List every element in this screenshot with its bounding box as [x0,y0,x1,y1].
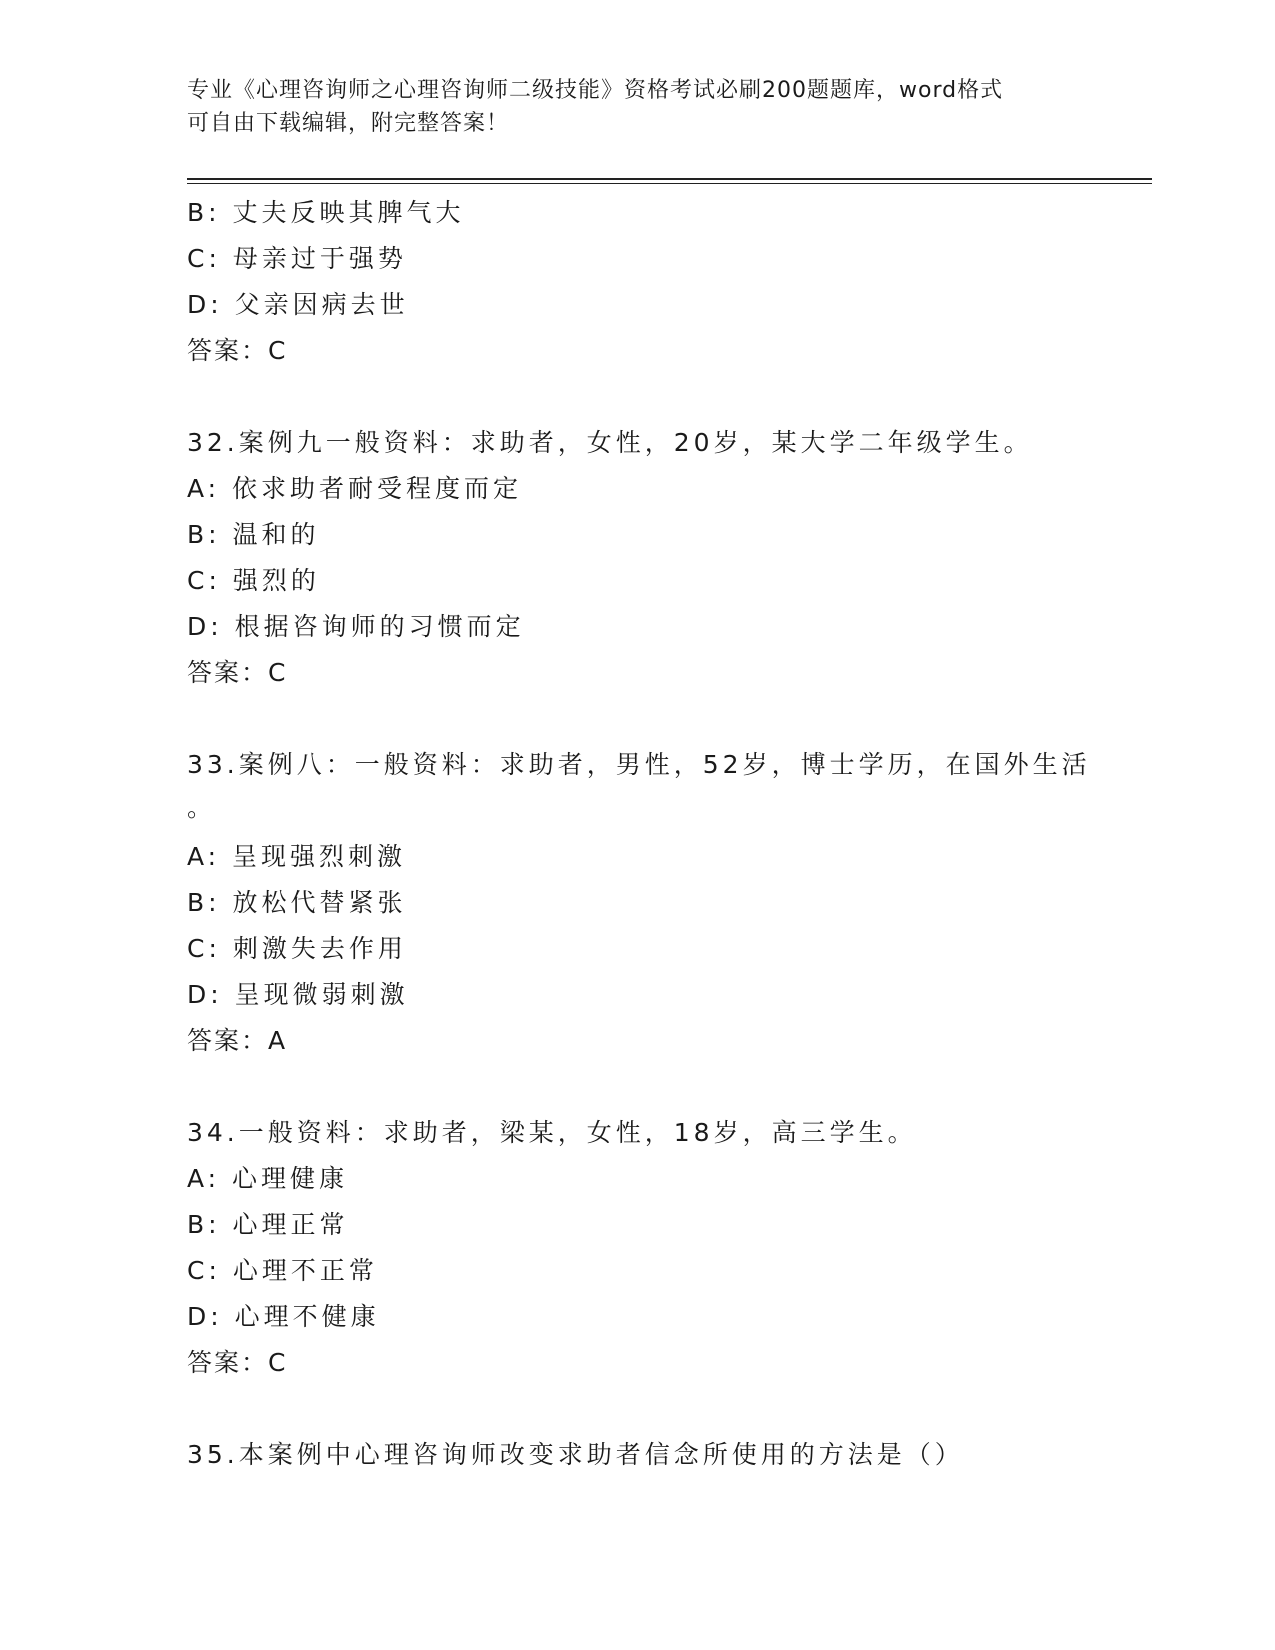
question-stem: 35.本案例中心理咨询师改变求助者信念所使用的方法是（） [187,1440,964,1469]
option-b: B: 温和的 [187,520,320,549]
option-b: B: 丈夫反映其脾气大 [187,198,465,227]
option-a: A: 呈现强烈刺激 [187,842,407,871]
document-header [187,74,1087,140]
header-divider-thin [187,183,1152,184]
option-c: C: 心理不正常 [187,1256,378,1285]
question-33 [187,742,1091,1064]
spacer [187,1064,1087,1110]
spacer [187,374,1087,420]
option-b: B: 心理正常 [187,1210,349,1239]
option-a: A: 依求助者耐受程度而定 [187,474,523,503]
answer-line: 答案：C [187,658,288,687]
question-stem-line: 33.案例八：一般资料：求助者，男性，52岁，博士学历，在国外生活 [187,750,1091,779]
spacer [187,696,1087,742]
answer-line: 答案：C [187,336,288,365]
question-32 [187,420,1087,696]
option-a: A: 心理健康 [187,1164,349,1193]
option-d: D: 呈现微弱刺激 [187,980,409,1009]
option-d: D: 根据咨询师的习惯而定 [187,612,525,641]
answer-line: 答案：A [187,1026,288,1055]
option-b: B: 放松代替紧张 [187,888,407,917]
header-title-line-1: 专业《心理咨询师之心理咨询师二级技能》资格考试必刷200题题库，word格式 [187,78,1004,103]
spacer [187,1386,1087,1432]
question-stem: 34.一般资料：求助者，梁某，女性，18岁，高三学生。 [187,1118,917,1147]
option-d: D: 父亲因病去世 [187,290,409,319]
header-title-line-2: 可自由下载编辑，附完整答案！ [187,111,510,136]
option-d: D: 心理不健康 [187,1302,380,1331]
header-divider-thick [187,178,1152,180]
question-35 [187,1432,1087,1478]
answer-line: 答案：C [187,1348,288,1377]
option-c: C: 母亲过于强势 [187,244,407,273]
question-34 [187,1110,1087,1386]
question-stem: 32.案例九一般资料：求助者，女性，20岁，某大学二年级学生。 [187,428,1033,457]
option-c: C: 强烈的 [187,566,320,595]
option-c: C: 刺激失去作用 [187,934,407,963]
question-stem-continuation: 。 [187,793,217,822]
question-content [187,190,1091,1478]
question-stem [187,742,1091,834]
previous-question-block [187,190,1087,374]
